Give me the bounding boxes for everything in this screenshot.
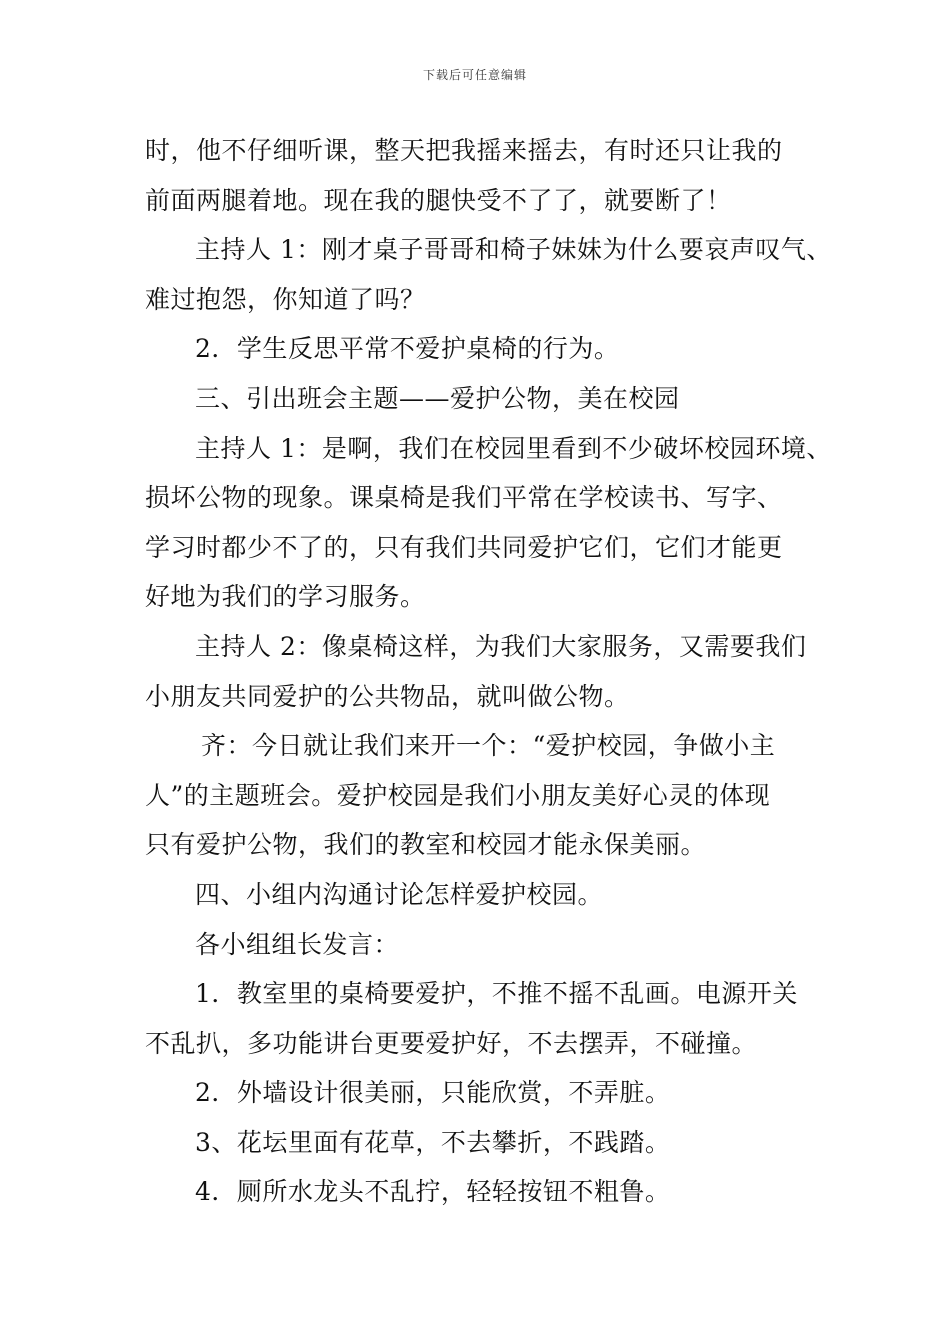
text-line: 2．学生反思平常不爱护桌椅的行为。 <box>195 334 620 364</box>
text-line: 人”的主题班会。爱护校园是我们小朋友美好心灵的体现 <box>145 780 771 810</box>
text-line: 只有爱护公物，我们的教室和校园才能永保美丽。 <box>145 830 707 860</box>
text-line: 学习时都少不了的，只有我们共同爱护它们，它们才能更 <box>145 532 783 562</box>
text-line: 损坏公物的现象。课桌椅是我们平常在学校读书、写字、 <box>145 483 783 513</box>
list-item: 3、花坛里面有花草，不去攀折，不践踏。 <box>195 1127 671 1157</box>
list-item: 4．厕所水龙头不乱拧，轻轻按钮不粗鲁。 <box>195 1177 671 1207</box>
section-heading: 四、小组内沟通讨论怎样爱护校园。 <box>195 879 604 909</box>
list-item: 2．外墙设计很美丽，只能欣赏，不弄脏。 <box>195 1078 671 1108</box>
section-heading: 三、引出班会主题——爱护公物，美在校园 <box>195 383 680 413</box>
text-line: 主持人 2：像桌椅这样，为我们大家服务，又需要我们 <box>195 631 807 661</box>
document-body <box>145 126 835 1217</box>
text-line: 不乱扒，多功能讲台更要爱护好，不去摆弄，不碰撞。 <box>145 1028 758 1058</box>
text-line: 好地为我们的学习服务。 <box>145 582 426 612</box>
text-line: 时，他不仔细听课，整天把我摇来摇去，有时还只让我的 <box>145 136 783 165</box>
text-line: 小朋友共同爱护的公共物品，就叫做公物。 <box>145 681 630 711</box>
text-line: 各小组组长发言： <box>195 929 400 959</box>
text-line: 主持人 1：是啊，我们在校园里看到不少破坏校园环境、 <box>195 433 832 463</box>
text-line: 难过抱怨，你知道了吗？ <box>145 284 426 314</box>
text-line: 主持人 1：刚才桌子哥哥和椅子妹妹为什么要哀声叹气、 <box>195 235 832 265</box>
text-line: 前面两腿着地。现在我的腿快受不了了，就要断了！ <box>145 185 732 215</box>
text-line: 齐：今日就让我们来开一个：“爱护校园，争做小主 <box>201 731 776 761</box>
list-item: 1．教室里的桌椅要爱护，不推不摇不乱画。电源开关 <box>195 979 798 1009</box>
page-header: 下载后可任意编辑 <box>422 68 527 82</box>
